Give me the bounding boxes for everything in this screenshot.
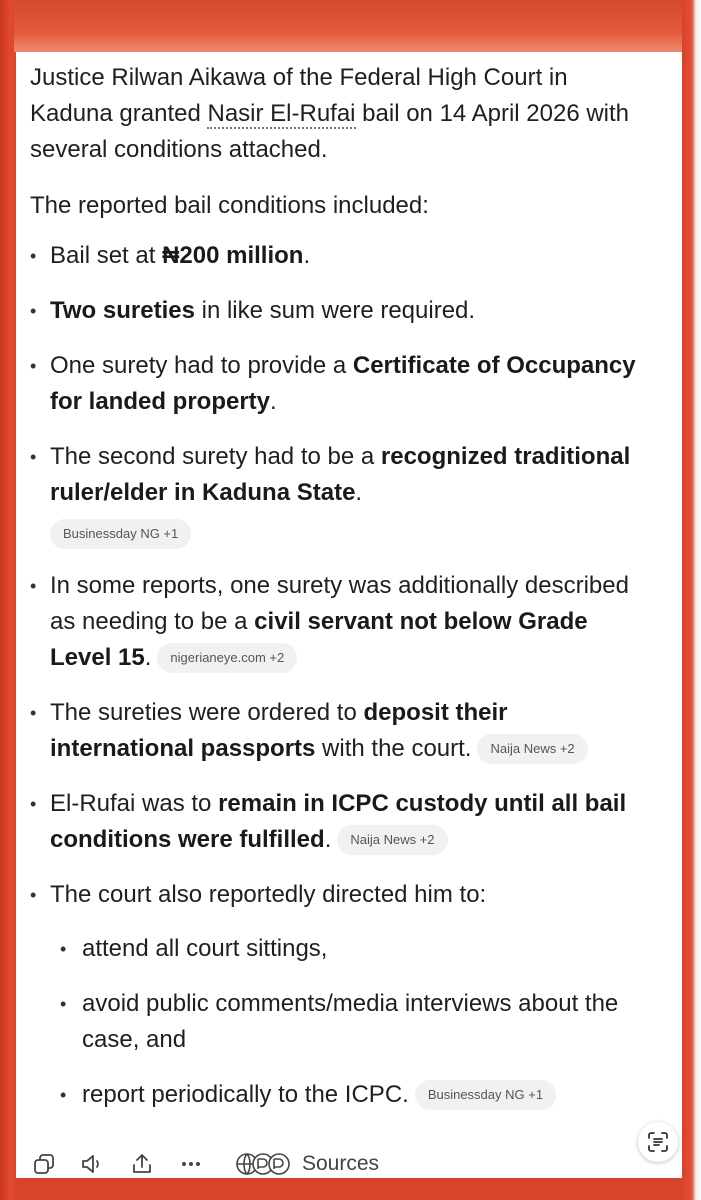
share-button[interactable] (128, 1150, 156, 1178)
source-chip[interactable]: Naija News +2 (337, 825, 447, 855)
sub-list-item: • avoid public comments/media interviews about the case, and (50, 986, 650, 1058)
source-chip[interactable]: Businessday NG +1 (415, 1080, 556, 1110)
speaker-icon (80, 1152, 106, 1176)
more-button[interactable] (177, 1150, 205, 1178)
source-chip[interactable]: nigerianeye.com +2 (157, 643, 297, 673)
list-item: • One surety had to provide a Certificate of Occupancy for landed property. (30, 348, 650, 420)
conditions-list (30, 238, 650, 1113)
list-item: • The court also reportedly directed him to: • attend all court sittings, • avoid public comments/media interviews about the case, and • report periodically to the ICPC. Businessday NG +1 (30, 877, 650, 1113)
source-favicons-icon (234, 1151, 292, 1177)
source-chip[interactable]: Businessday NG +1 (50, 519, 191, 549)
list-item: • In some reports, one surety was additionally described as needing to be a civil servant not below Grade Level 15. nigerianeye.com +2 (30, 568, 650, 676)
source-chip[interactable]: Naija News +2 (477, 734, 587, 764)
top-strip (14, 0, 682, 52)
share-icon (130, 1152, 154, 1176)
sub-list-item: • report periodically to the ICPC. Businessday NG +1 (50, 1077, 650, 1113)
more-icon (179, 1152, 203, 1176)
sub-list-item: • attend all court sittings, (50, 931, 650, 967)
read-aloud-button[interactable] (79, 1150, 107, 1178)
list-item: • The sureties were ordered to deposit their international passports with the court. Naija News +2 (30, 695, 650, 767)
intro-paragraph: Justice Rilwan Aikawa of the Federal High Court in Kaduna granted Nasir El-Rufai bail on 14 April 2026 with several conditions attached. (30, 64, 630, 163)
list-item: • Two sureties in like sum were required. (30, 293, 650, 329)
entity-link[interactable]: Nasir El-Rufai (207, 100, 356, 127)
response-toolbar (30, 1144, 670, 1184)
conditions-lead: The reported bail conditions included: (30, 192, 429, 219)
response-content (30, 56, 650, 1132)
list-item: • The second surety had to be a recognized traditional ruler/elder in Kaduna State. Businessday NG +1 (30, 439, 650, 549)
sources-label: Sources (302, 1152, 380, 1175)
sources-button[interactable] (234, 1151, 379, 1177)
copy-icon (32, 1152, 56, 1176)
copy-button[interactable] (30, 1150, 58, 1178)
list-item: • El-Rufai was to remain in ICPC custody until all bail conditions were fulfilled. Naija News +2 (30, 786, 650, 858)
directions-list (50, 931, 650, 1113)
response-card (16, 52, 682, 1178)
list-item: • Bail set at ₦200 million. (30, 238, 650, 274)
